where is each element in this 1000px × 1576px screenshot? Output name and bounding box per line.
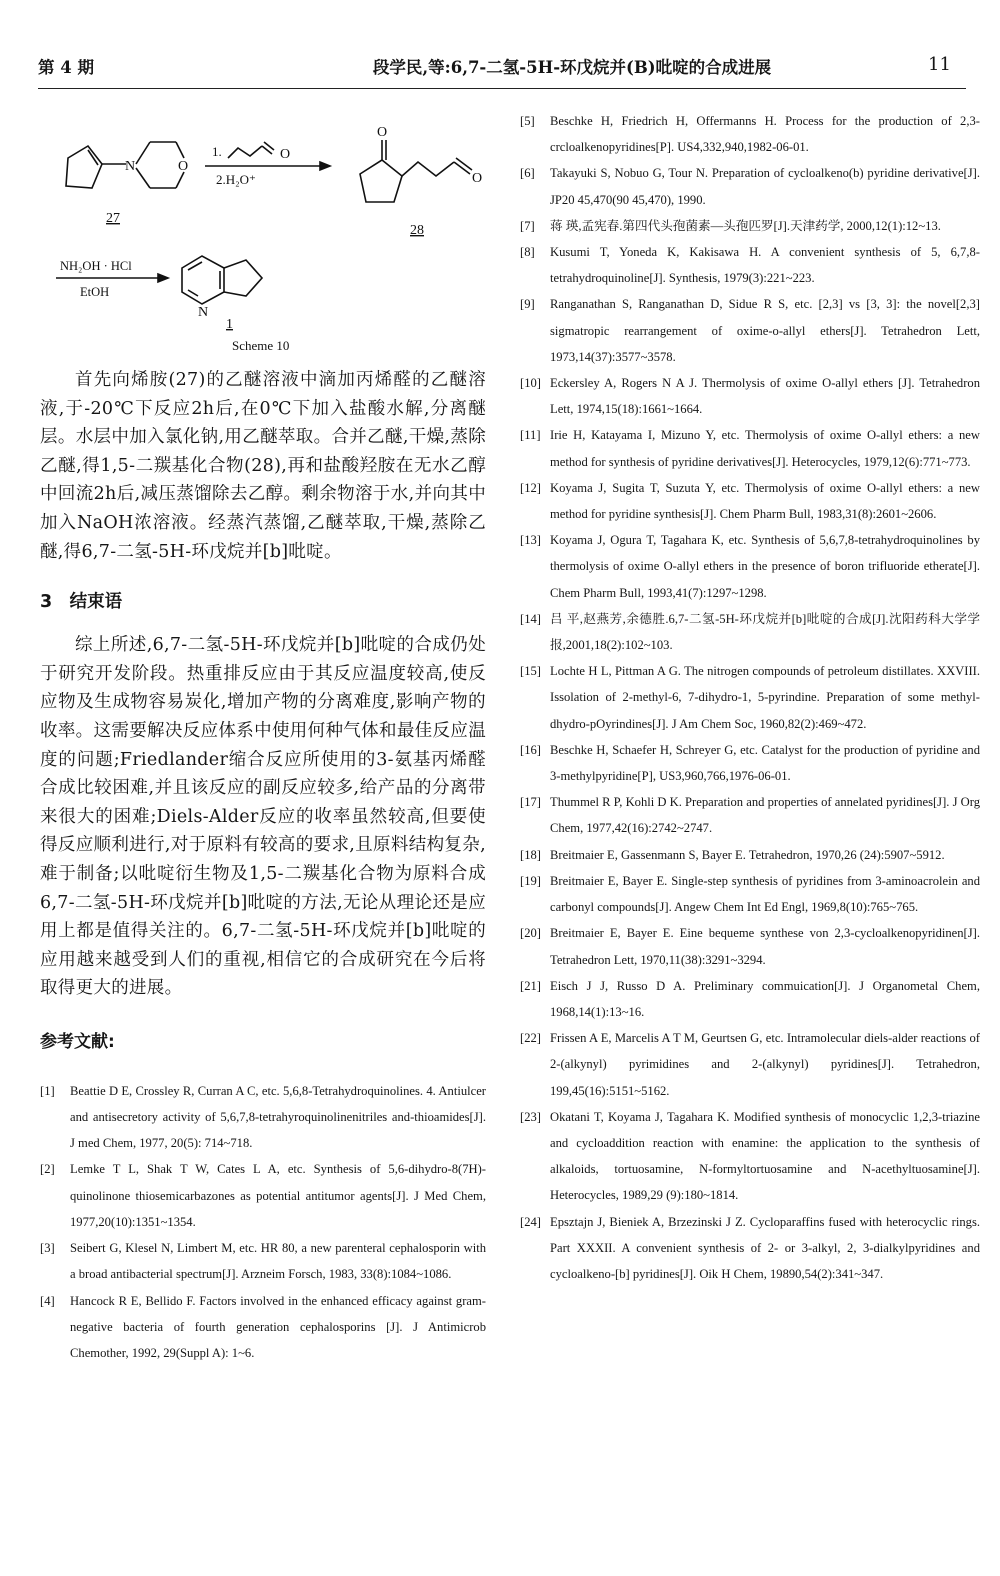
reference-text: Seibert G, Klesel N, Limbert M, etc. HR 80, a new parenteral cephalosporin with a broad antibacterial spectrum[J]. Arzneim Forsch, 1983, 33(8):1084~1086.: [70, 1241, 486, 1282]
header-rule: [38, 88, 966, 89]
reference-number: [11]: [520, 428, 541, 443]
scheme-drawing: [40, 98, 486, 360]
reference-number: [5]: [520, 114, 535, 128]
reference-item: [40, 1078, 486, 1157]
reference-item: [520, 842, 980, 868]
reference-text: Okatani T, Koyama J, Tagahara K. Modified synthesis of monocyclic 1,2,3-triazine and cycloaddition reaction with enamine: the application to the synthesis of alkaloids, tortuosamine, N-formyltortuosamine and N-acethyltuosamine[J]. Heterocycles, 1989,29 (9):180~1814.: [550, 1109, 980, 1203]
journal-issue: 第 4 期: [38, 58, 94, 77]
reference-item: [520, 868, 980, 920]
reference-item: [520, 1104, 980, 1209]
reference-number: [4]: [40, 1293, 55, 1308]
reference-text: Eisch J J, Russo D A. Preliminary commuication[J]. J Organometal Chem, 1968,14(1):13~16.: [550, 978, 980, 1019]
reference-text: Beschke H, Friedrich H, Offermanns H. Process for the production of 2,3-crcloalkenopyridines[P]. US4,332,940,1982-06-01.: [550, 114, 980, 155]
reference-number: [19]: [520, 873, 541, 888]
section-title-conclusion: 3 结束语: [40, 592, 123, 613]
reference-number: [23]: [520, 1109, 541, 1124]
reference-number: [1]: [40, 1083, 55, 1098]
reference-number: [9]: [520, 297, 535, 312]
reference-text: Takayuki S, Nobuo G, Tour N. Preparation of cycloalkeno(b) pyridine derivative[J]. JP20 45,470(90 45,470), 1990.: [550, 166, 980, 207]
ketone-o-label: O: [377, 125, 388, 140]
reference-item: [520, 239, 980, 291]
reference-item: [520, 973, 980, 1025]
step1-reagent-1: 1.: [212, 144, 222, 159]
reference-item: [40, 1235, 486, 1287]
reference-text: Lochte H L, Pittman A G. The nitrogen compounds of petroleum distillates. XXVIII. Issolation of 2-methyl-6, 7-dihydro-1, 5-pyrindine. Preparation of some methyl-dhydro-pOyrindines[J]. J Am Chem Soc, 1960,82(2):469~472.: [550, 664, 980, 731]
reference-item: [520, 160, 980, 212]
reference-text: Breitmaier E, Bayer E. Eine bequeme synthese von 2,3-cycloalkenopyridinen[J]. Tetrahedron Lett, 1970,11(38):3291~3294.: [550, 926, 980, 967]
reference-text: 吕 平,赵燕芳,余德胜.6,7-二氢-5H-环戊烷并[b]吡啶的合成[J].沈阳药科大学学报,2001,18(2):102~103.: [550, 611, 980, 653]
atom-o-label: O: [178, 159, 189, 174]
reference-text: Hancock R E, Bellido F. Factors involved in the enhanced efficacy against gram-negative bacteria of fourth generation cephalosporins [J]. J Antimicrob Chemother, 1992, 29(Suppl A): 1~6.: [70, 1293, 486, 1360]
references-list-right: [520, 108, 980, 1287]
reference-number: [17]: [520, 795, 541, 810]
reference-number: [8]: [520, 245, 535, 260]
paragraph-conclusion: 综上所述,6,7-二氢-5H-环戊烷并[b]吡啶的合成仍处于研究开发阶段。热重排反应由于其反应温度较高,使反应物及生成物容易炭化,增加产物的分离难度,影响产物的收率。这需要解决反应体系中使用何种气体和最佳反应温度的问题;Friedlander缩合反应所使用的3-氨基丙烯醛合成比较困难,并且该反应的副反应较多,给产品的分离带来很大的困难;Diels-Alder反应的收率虽然较高,但要使得反应顺利进行,对于原料有较高的要求,且原料结构复杂,难于制备;以吡啶衍生物及1,5-二羰基化合物为原料合成6,7-二氢-5H-环戊烷并[b]吡啶的方法,无论从理论还是应用上都是值得关注的。6,7-二氢-5H-环戊烷并[b]吡啶的应用越来越受到人们的重视,相信它的合成研究在今后将取得更大的进展。: [40, 635, 486, 999]
reference-text: Lemke T L, Shak T W, Cates L A, etc. Synthesis of 5,6-dihydro-8(7H)-quinolinone thiosemicarbazones as potential antitumor agents[J]. J Med Chem, 1977,20(10):1351~1354.: [70, 1162, 486, 1229]
reference-number: [6]: [520, 166, 535, 181]
reference-item: [520, 1025, 980, 1104]
reference-item: [520, 1209, 980, 1288]
reference-text: Breitmaier E, Bayer E. Single-step synthesis of pyridines from 3-aminoacrolein and carbonyl compounds[J]. Angew Chem Int Ed Engl, 1969,8(10):765~765.: [550, 873, 980, 915]
reference-item: [520, 737, 980, 789]
reference-item: [520, 920, 980, 972]
reference-number: [7]: [520, 218, 535, 233]
reference-item: [520, 422, 980, 474]
reference-text: 蒋 瑛,孟宪春.第四代头孢菌素—头孢匹罗[J].天津药学, 2000,12(1):12~13.: [550, 218, 941, 233]
reference-item: [520, 789, 980, 841]
aldehyde-o-label: O: [472, 171, 483, 186]
reaction-scheme: [40, 98, 486, 360]
reference-number: [18]: [520, 847, 541, 862]
references-list-left: [40, 1078, 486, 1366]
reference-number: [20]: [520, 926, 541, 941]
reference-item: [520, 108, 980, 160]
step2-reagent-2: EtOH: [80, 285, 110, 299]
pyridine-n-label: N: [198, 305, 209, 320]
step1-reagent-2: 2.H₂O⁺: [216, 172, 256, 187]
paragraph-procedure: 首先向烯胺(27)的乙醚溶液中滴加丙烯醛的乙醚溶液,于-20℃下反应2h后,在0℃下加入盐酸水解,分离醚层。水层中加入氯化钠,用乙醚萃取。合并乙醚,干燥,蒸除乙醚,得1,5-二羰基化合物(28),再和盐酸羟胺在无水乙醇中回流2h后,减压蒸馏除去乙醇。剩余物溶于水,并向其中加入NaOH浓溶液。经蒸汽蒸馏,乙醚萃取,干燥,蒸除乙醚,得6,7-二氢-5H-环戊烷并[b]吡啶。: [40, 370, 486, 562]
reference-number: [12]: [520, 480, 541, 495]
reference-text: Ranganathan S, Ranganathan D, Sidue R S, etc. [2,3] vs [3, 3]: the novel[2,3] sigmatropic rearrangement of oxime-o-allyl ethers[J]. Tetrahedron Lett, 1973,14(37):3577~3578.: [550, 297, 980, 364]
reference-text: Koyama J, Ogura T, Tagahara K, etc. Synthesis of 5,6,7,8-tetrahydroquinolines by thermolysis of oxime O-allyl ethers in the presence of boron trifluoride etherate[J]. Chem Pharm Bull, 1993,41(7):1297~1298.: [550, 533, 980, 600]
reference-item: [520, 291, 980, 370]
reference-number: [22]: [520, 1031, 541, 1046]
reference-text: Beattie D E, Crossley R, Curran A C, etc. 5,6,8-Tetrahydroquinolines. 4. Antiulcer and antisecretory activity of 5,6,7,8-tetrahyroquinolinenitriles and-thioamides[J]. J med Chem, 1977, 20(5): 714~718.: [70, 1083, 486, 1151]
atom-n-label: N: [125, 159, 136, 174]
reference-text: Koyama J, Sugita T, Suzuta Y, etc. Thermolysis of oxime O-allyl ethers: a new method for pyridine synthesis[J]. Chem Pharm Bull, 1983,31(8):2601~2606.: [550, 480, 980, 522]
reference-number: [15]: [520, 664, 541, 679]
reference-text: Eckersley A, Rogers N A J. Thermolysis of oxime O-allyl ethers [J]. Tetrahedron Lett, 1974,15(18):1661~1664.: [550, 376, 980, 417]
reference-number: [21]: [520, 978, 541, 993]
reference-item: [520, 606, 980, 658]
reference-number: [13]: [520, 533, 541, 548]
reference-item: [40, 1288, 486, 1367]
page-number: 11: [928, 54, 951, 75]
running-title: 段学民,等:6,7-二氢-5H-环戊烷并(B)吡啶的合成进展: [372, 58, 772, 77]
reference-item: [520, 475, 980, 527]
reference-number: [2]: [40, 1162, 55, 1177]
reference-text: Irie H, Katayama I, Mizuno Y, etc. Thermolysis of oxime O-allyl ethers: a new method for synthesis of pyridine derivatives[J]. Heterocycles, 1979,12(6):771~773.: [550, 428, 980, 469]
compound-1-structure: [182, 256, 262, 304]
reference-item: [520, 527, 980, 606]
reference-number: [14]: [520, 611, 541, 626]
compound-27-label: 27: [106, 211, 120, 226]
reference-text: Thummel R P, Kohli D K. Preparation and properties of annelated pyridines[J]. J Org Chem, 1977,42(16):2742~2747.: [550, 795, 980, 836]
reference-text: Beschke H, Schaefer H, Schreyer G, etc. Catalyst for the production of pyridine and 3-methylpyridine[P], US3,960,766,1976-06-01.: [550, 742, 980, 784]
reference-item: [40, 1156, 486, 1235]
reference-text: Epsztajn J, Bieniek A, Brzezinski J Z. Cycloparaffins fused with heterocyclic rings. Part XXXII. A convenient synthesis of 2- or 3-alkyl, 2, 3-dialkylpyridines and cycloalkeno-[b] pyridines[J]. Oik H Chem, 19890,54(2):341~347.: [550, 1214, 980, 1281]
right-column: [520, 108, 980, 1287]
compound-1-label: 1: [226, 317, 233, 332]
reference-text: Kusumi T, Yoneda K, Kakisawa H. A convenient synthesis of 5, 6,7,8-tetrahydroquinoline[J]. Synthesis, 1979(3):221~223.: [550, 245, 980, 286]
left-column: [40, 98, 486, 1366]
reference-item: [520, 658, 980, 737]
reference-number: [3]: [40, 1241, 55, 1256]
reference-text: Frissen A E, Marcelis A T M, Geurtsen G, etc. Intramolecular diels-alder reactions of 2-(alkynyl) pyrimidines and 2-(alkynyl) pyridines[J]. Tetrahedron, 199,45(16):5151~5162.: [550, 1031, 980, 1098]
reference-item: [520, 370, 980, 422]
step2-reagent-1: NH₂OH · HCl: [60, 259, 132, 273]
compound-28-label: 28: [410, 223, 424, 238]
references-heading: 参考文献:: [40, 1031, 115, 1052]
reference-number: [10]: [520, 376, 541, 391]
reference-number: [16]: [520, 742, 541, 757]
reference-text: Breitmaier E, Gassenmann S, Bayer E. Tetrahedron, 1970,26 (24):5907~5912.: [550, 847, 945, 862]
acrolein-o-label: O: [280, 147, 291, 162]
reference-number: [24]: [520, 1214, 541, 1229]
acrolein-structure: [228, 146, 262, 158]
scheme-caption: Scheme 10: [232, 338, 290, 353]
reference-item: [520, 213, 980, 239]
compound-28-structure: [360, 140, 472, 202]
